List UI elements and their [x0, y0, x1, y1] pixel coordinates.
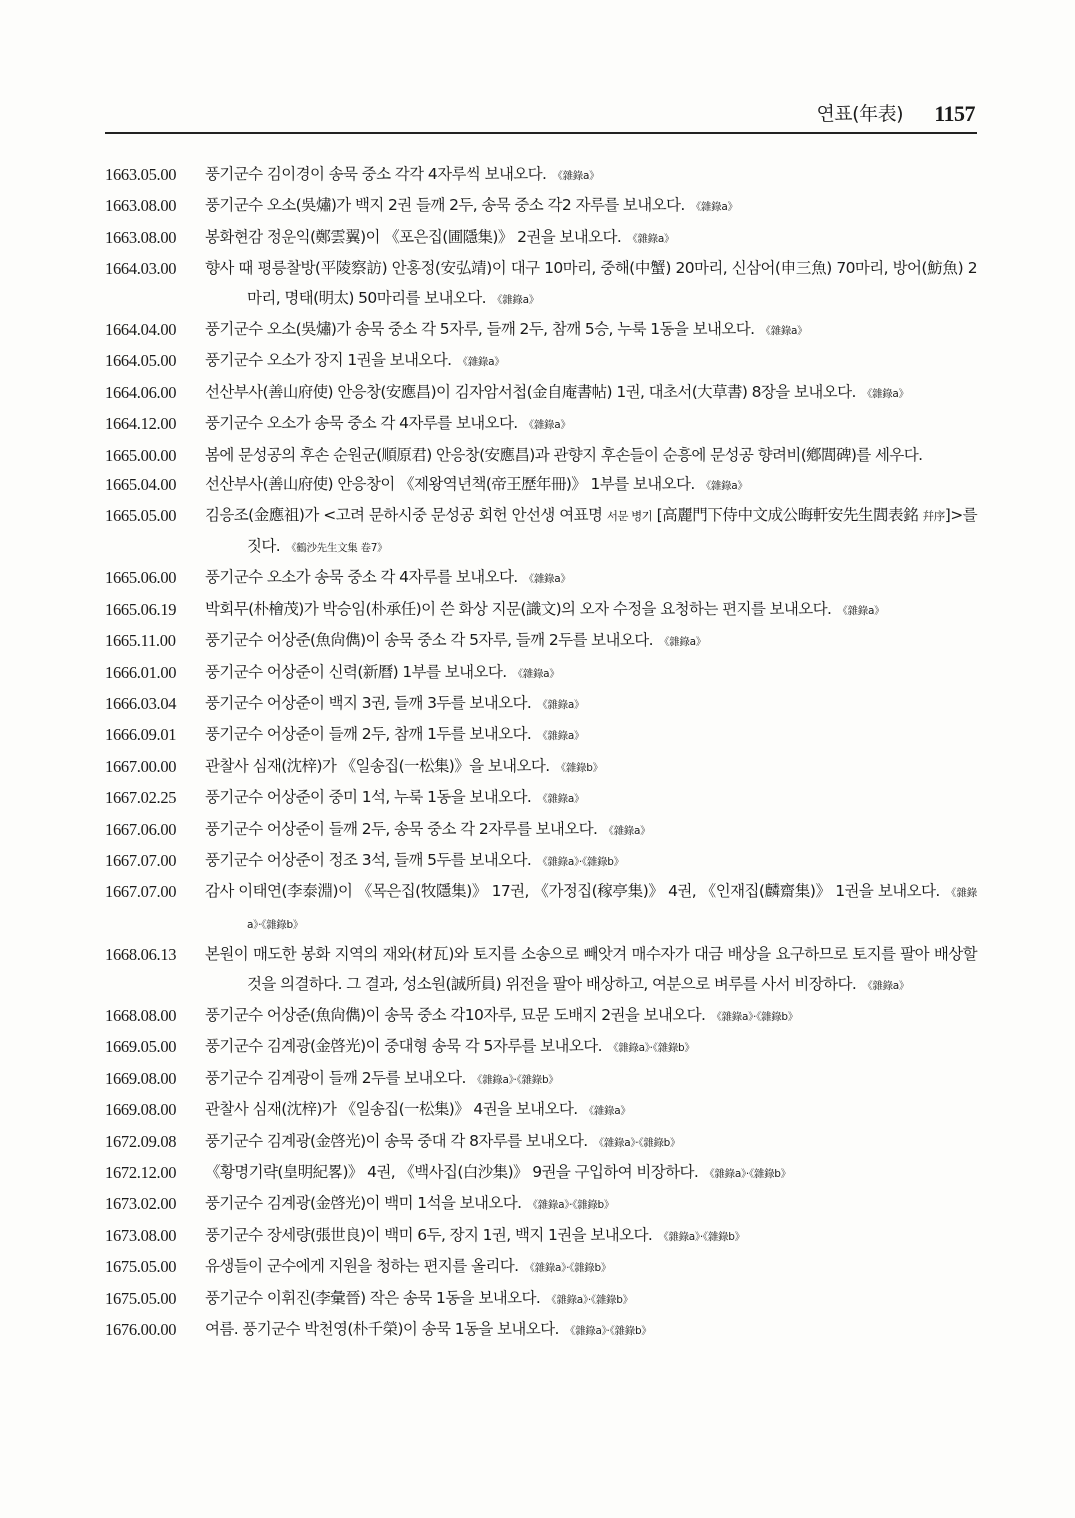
entry-description: 본원이 매도한 봉화 지역의 재와(材瓦)와 토지를 소송으로 빼앗겨 매수자가 대금 배상을 요구하므로 토지를 팔아 배상할 것을 의결하다. 그 결과, 성소원(誠所員) 위전을 팔아 배상하고, 여분으로 벼루를 사서 비장하다.: [205, 945, 977, 993]
entry-description: 《황명기략(皇明紀畧)》 4권, 《백사집(白沙集)》 9권을 구입하여 비장하다.: [205, 1163, 699, 1181]
page-header: [105, 100, 977, 132]
entry-date: 1667.07.00: [105, 882, 177, 902]
entry-date: 1665.11.00: [105, 631, 176, 651]
entry-description: 박회무(朴檜茂)가 박승임(朴承任)이 쓴 화상 지문(識文)의 오자 수정을 요청하는 편지를 보내오다.: [205, 599, 832, 618]
entry-date: 1675.05.00: [105, 1257, 177, 1277]
entry-text: [205, 658, 977, 689]
entry-source: 《雜錄a》: [690, 201, 738, 214]
entry-date: 1672.09.08: [105, 1131, 177, 1151]
entry-date: 1669.08.00: [105, 1100, 177, 1120]
entry-source: 《雜錄a》: [523, 573, 571, 586]
entry-source: 《雜錄a》: [862, 979, 910, 992]
entry-text: [205, 315, 977, 346]
entry-source: 《雜錄a》·《雜錄b》: [658, 1230, 745, 1243]
entry-source: 《雜錄a》·《雜錄b》: [546, 1293, 633, 1306]
entry-date: 1663.08.00: [105, 196, 177, 216]
entry-text: [205, 1158, 977, 1189]
entry-description: 여름. 풍기군수 박천영(朴千榮)이 송묵 1동을 보내오다.: [205, 1320, 559, 1339]
chronology-entry: [105, 409, 977, 440]
chronology-entry: [105, 1158, 977, 1189]
chronology-entry: [105, 752, 977, 783]
entry-date: 1663.05.00: [105, 165, 177, 184]
entry-text: [205, 254, 977, 315]
entry-text: [205, 846, 977, 877]
entry-description: 봉화현감 정운익(鄭雲翼)이 《포은집(圃隱集)》 2권을 보내오다.: [205, 227, 622, 246]
entry-text: [205, 1095, 977, 1126]
entry-text: [205, 409, 977, 440]
entry-date: 1665.04.00: [105, 475, 177, 495]
entry-source: 《雜錄a》·《雜錄b》: [704, 1168, 791, 1180]
entry-date: 1667.00.00: [105, 756, 177, 776]
chronology-entry: [105, 815, 977, 846]
entry-description: 선산부사(善山府使) 안응창이 《제왕역년책(帝王歷年冊)》 1부를 보내오다.: [205, 475, 695, 494]
entry-source: 《雜錄a》: [491, 293, 539, 306]
entry-text: [205, 720, 977, 751]
entry-date: 1673.08.00: [105, 1225, 177, 1245]
entry-date: 1667.02.25: [105, 788, 177, 808]
entry-description: 감사 이태연(李泰淵)이 《목은집(牧隱集)》 17권, 《가정집(稼亭集)》 4권, 《인재집(麟齋集)》 1권을 보내오다.: [205, 882, 940, 901]
entry-text: [205, 223, 977, 254]
entry-text: [205, 689, 977, 720]
entry-source: 《雜錄a》: [537, 698, 585, 711]
entry-description: ]>를 짓다.: [247, 506, 977, 555]
entry-text: [205, 940, 977, 1001]
entry-text: [205, 1064, 977, 1095]
entry-description: 풍기군수 김계광(金啓光)이 송묵 중대 각 8자루를 보내오다.: [205, 1131, 588, 1150]
entry-source: 《雜錄a》·《雜錄b》: [524, 1262, 612, 1275]
entry-source: 《雜錄a》·《雜錄b》: [593, 1136, 681, 1149]
chronology-entry: [105, 595, 977, 626]
chronology-entry: [105, 160, 977, 191]
chronology-list: [105, 160, 977, 1346]
entry-text: [205, 1284, 977, 1315]
entry-date: 1667.07.00: [105, 850, 177, 870]
entry-date: 1667.06.00: [105, 819, 177, 839]
chronology-entry: [105, 1095, 977, 1126]
entry-description: 유생들이 군수에게 지원을 청하는 편지를 올리다.: [205, 1257, 519, 1276]
chronology-entry: [105, 846, 977, 877]
chronology-entry: [105, 1001, 977, 1032]
chronology-entry: [105, 254, 977, 315]
entry-source: 《雜錄a》·《雜錄b》: [471, 1073, 559, 1086]
entry-description: 풍기군수 어상준이 들깨 2두, 송묵 중소 각 2자루를 보내오다.: [205, 819, 598, 838]
entry-description: 선산부사(善山府使) 안응창(安應昌)이 김자암서첩(金自庵書帖) 1권, 대초서(大草書) 8장을 보내오다.: [205, 382, 856, 401]
entry-description: 풍기군수 김계광이 들깨 2두를 보내오다.: [205, 1068, 466, 1087]
chronology-entry: [105, 1127, 977, 1158]
entry-date: 1665.00.00: [105, 445, 177, 465]
entry-source: 《雜錄a》: [457, 356, 505, 369]
entry-description: 풍기군수 어상준이 정조 3석, 들깨 5두를 보내오다.: [205, 850, 532, 869]
chronology-entry: [105, 1315, 977, 1346]
entry-text: [205, 1189, 977, 1220]
chronology-entry: [105, 1064, 977, 1095]
entry-text: [205, 160, 977, 191]
entry-description: 풍기군수 김계광(金啓光)이 백미 1석을 보내오다.: [205, 1194, 522, 1213]
entry-text: [205, 191, 977, 222]
page-number: 1157: [934, 101, 975, 126]
entry-date: 1672.12.00: [105, 1163, 177, 1182]
entry-description: 풍기군수 오소(吳熽)가 백지 2권 들깨 2두, 송묵 중소 각2 자루를 보내오다.: [205, 196, 685, 215]
entry-date: 1663.08.00: [105, 227, 177, 247]
chronology-entry: [105, 1032, 977, 1063]
entry-text: [205, 501, 977, 563]
entry-date: 1665.05.00: [105, 506, 177, 526]
entry-text: [205, 626, 977, 657]
entry-date: 1666.09.01: [105, 725, 177, 745]
chronology-entry: [105, 720, 977, 751]
chronology-entry: [105, 940, 977, 1001]
entry-description: 풍기군수 오소가 장지 1권을 보내오다.: [205, 351, 452, 370]
entry-text: [205, 378, 977, 409]
entry-date: 1665.06.00: [105, 568, 177, 588]
entry-description: 봄에 문성공의 후손 순원군(順原君) 안응창(安應昌)과 관향지 후손들이 순흥에 문성공 향려비(鄕閭碑)를 세우다.: [205, 445, 923, 464]
chronology-entry: [105, 191, 977, 222]
entry-description: 풍기군수 어상준(魚尙儁)이 송묵 중소 각 5자루, 들깨 2두를 보내오다.: [205, 631, 653, 650]
entry-description: 풍기군수 어상준이 들깨 2두, 참깨 1두를 보내오다.: [205, 725, 532, 744]
entry-source: 《雜錄a》: [837, 604, 885, 617]
entry-description: 풍기군수 김이경이 송묵 중소 각각 4자루씩 보내오다.: [205, 165, 547, 183]
chronology-entry: [105, 1252, 977, 1283]
entry-description: 풍기군수 오소가 송묵 중소 각 4자루를 보내오다.: [205, 414, 518, 433]
entry-description: 풍기군수 장세량(張世良)이 백미 6두, 장지 1권, 백지 1권을 보내오다.: [205, 1225, 653, 1244]
entry-description: 향사 때 평릉찰방(平陵察訪) 안홍정(安弘靖)이 대구 10마리, 중해(中蟹) 20마리, 신삼어(申三魚) 70마리, 방어(魴魚) 2마리, 명태(明太) 50마리를 보내오다.: [205, 259, 977, 307]
entry-source: 《雜錄a》: [760, 325, 808, 338]
entry-inline-note: 幷序: [922, 509, 945, 524]
entry-description: [高麗門下侍中文成公晦軒安先生閭表銘: [652, 506, 923, 525]
entry-text: [205, 1001, 977, 1032]
entry-date: 1676.00.00: [105, 1320, 177, 1340]
entry-date: 1664.05.00: [105, 351, 177, 371]
chronology-entry: [105, 1284, 977, 1315]
chronology-entry: [105, 1221, 977, 1252]
entry-description: 김응조(金應祖)가 <고려 문하시중 문성공 회헌 안선생 여표명: [205, 506, 607, 525]
entry-source: 《雜錄a》: [552, 170, 600, 182]
entry-source: 《雜錄a》: [537, 793, 585, 806]
entry-text: [205, 346, 977, 377]
entry-source: 《雜錄a》: [537, 730, 585, 743]
entry-text: [205, 752, 977, 783]
entry-source: 《雜錄a》: [861, 387, 909, 400]
entry-text: [205, 815, 977, 846]
entry-text: [205, 1221, 977, 1252]
chronology-entry: [105, 441, 977, 470]
chronology-entry: [105, 470, 977, 501]
entry-text: [205, 1127, 977, 1158]
entry-text: [205, 877, 977, 940]
entry-date: 1665.06.19: [105, 599, 177, 619]
chronology-entry: [105, 783, 977, 814]
entry-description: 풍기군수 어상준이 중미 1석, 누룩 1동을 보내오다.: [205, 788, 532, 807]
entry-date: 1669.08.00: [105, 1068, 177, 1088]
entry-date: 1664.04.00: [105, 320, 177, 340]
chronology-entry: [105, 223, 977, 254]
entry-source: 《雜錄a》·《雜錄b》: [247, 887, 977, 931]
entry-source: 《雜錄a》·《雜錄b》: [527, 1199, 615, 1212]
entry-text: [205, 563, 977, 594]
entry-source: 《雜錄a》: [700, 480, 748, 493]
entry-source: 《雜錄b》: [555, 761, 603, 774]
entry-text: [205, 441, 977, 470]
entry-description: 풍기군수 어상준이 백지 3권, 들깨 3두를 보내오다.: [205, 693, 532, 712]
entry-text: [205, 1315, 977, 1346]
entry-date: 1668.06.13: [105, 945, 177, 965]
entry-date: 1666.01.00: [105, 662, 177, 682]
header-rule: [105, 132, 977, 134]
entry-source: 《雜錄a》: [658, 636, 706, 649]
entry-date: 1668.08.00: [105, 1005, 177, 1025]
chronology-entry: [105, 877, 977, 940]
entry-date: 1664.06.00: [105, 382, 177, 402]
chronology-entry: [105, 1189, 977, 1220]
entry-source: 《雜錄a》: [583, 1105, 631, 1118]
entry-text: [205, 595, 977, 626]
entry-text: [205, 1032, 977, 1063]
entry-description: 풍기군수 오소(吳熽)가 송묵 중소 각 5자루, 들깨 2두, 참깨 5승, 누룩 1동을 보내오다.: [205, 320, 755, 339]
entry-text: [205, 1252, 977, 1283]
chronology-entry: [105, 501, 977, 563]
entry-source: 《雜錄a》: [627, 232, 675, 245]
entry-date: 1669.05.00: [105, 1037, 177, 1057]
entry-description: 관찰사 심재(沈梓)가 《일송집(一松集)》을 보내오다.: [205, 756, 550, 775]
entry-description: 관찰사 심재(沈梓)가 《일송집(一松集)》 4권을 보내오다.: [205, 1100, 578, 1119]
entry-source: 《雜錄a》·《雜錄b》: [564, 1325, 652, 1338]
chronology-entry: [105, 689, 977, 720]
entry-description: 풍기군수 오소가 송묵 중소 각 4자루를 보내오다.: [205, 568, 518, 587]
entry-date: 1673.02.00: [105, 1194, 177, 1214]
entry-source: 《雜錄a》: [512, 667, 560, 680]
entry-source: 《鶴沙先生文集 卷7》: [286, 541, 388, 554]
entry-inline-note: 서문 병기: [606, 509, 653, 524]
chronology-entry: [105, 626, 977, 657]
chronology-entry: [105, 315, 977, 346]
entry-date: 1666.03.04: [105, 693, 177, 713]
entry-date: 1664.12.00: [105, 414, 177, 434]
entry-description: 풍기군수 어상준(魚尙儁)이 송묵 중소 각10자루, 묘문 도배지 2권을 보내오다.: [205, 1005, 706, 1024]
chronology-entry: [105, 346, 977, 377]
entry-text: [205, 783, 977, 814]
running-title: 연표(年表): [816, 103, 903, 125]
entry-source: 《雜錄a》: [603, 824, 651, 837]
entry-description: 풍기군수 이휘진(李彙晉) 작은 송묵 1동을 보내오다.: [205, 1288, 541, 1307]
entry-description: 풍기군수 김계광(金啓光)이 중대형 송묵 각 5자루를 보내오다.: [205, 1037, 602, 1056]
entry-date: 1664.03.00: [105, 259, 177, 279]
entry-source: 《雜錄a》·《雜錄b》: [711, 1010, 798, 1023]
entry-text: [205, 470, 977, 501]
entry-source: 《雜錄a》·《雜錄b》: [607, 1042, 695, 1055]
entry-source: 《雜錄a》·《雜錄b》: [537, 855, 624, 868]
entry-date: 1675.05.00: [105, 1288, 177, 1308]
chronology-entry: [105, 658, 977, 689]
chronology-entry: [105, 378, 977, 409]
entry-description: 풍기군수 어상준이 신력(新曆) 1부를 보내오다.: [205, 662, 507, 681]
chronology-entry: [105, 563, 977, 594]
entry-source: 《雜錄a》: [523, 419, 571, 432]
